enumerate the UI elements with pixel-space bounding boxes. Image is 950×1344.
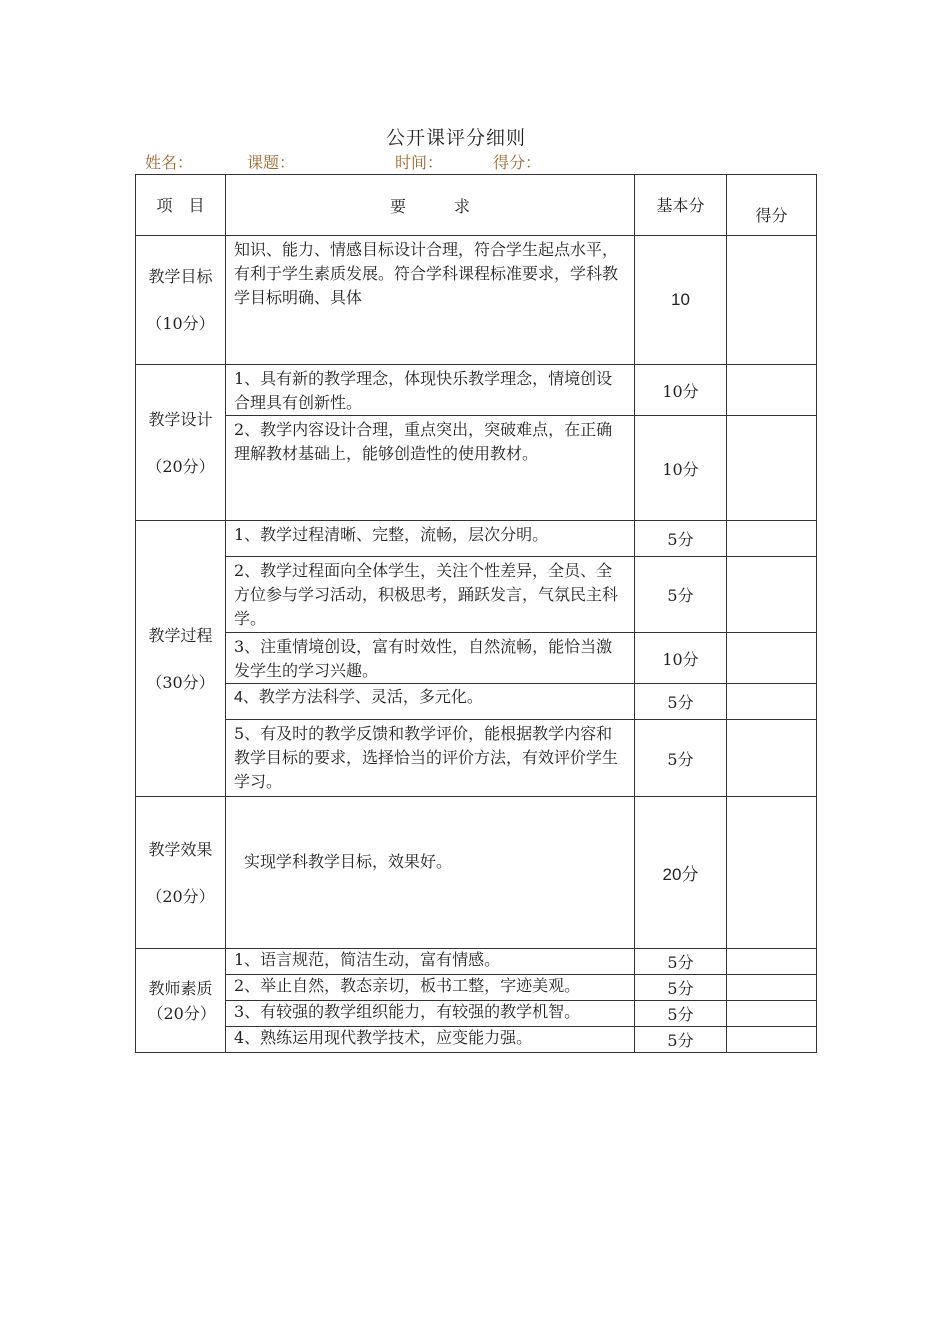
score-cell [727, 557, 817, 633]
requirement-text: 1、教学过程清晰、完整，流畅，层次分明。 [226, 521, 635, 557]
section-process-points: （30分） [146, 672, 215, 692]
base-score: 5分 [635, 557, 727, 633]
requirement-text: 知识、能力、情感目标设计合理，符合学生起点水平，有利于学生素质发展。符合学科课程标准要求，学科教学目标明确、具体 [226, 236, 635, 365]
requirement-text: 1、语言规范，简洁生动，富有情感。 [226, 949, 635, 975]
page-title: 公开课评分细则 [385, 127, 526, 149]
header-base: 基本分 [635, 175, 727, 236]
header-item: 项 目 [136, 175, 226, 236]
base-score: 5分 [635, 975, 727, 1001]
requirement-text: 3、注重情境创设，富有时效性，自然流畅，能恰当激发学生的学习兴趣。 [226, 633, 635, 684]
score-label: 得分： [493, 153, 542, 172]
requirement-text: 5、有及时的教学反馈和教学评价，能根据教学内容和教学目标的要求，选择恰当的评价方法，有效评价学生学习。 [226, 720, 635, 797]
section-process-cell [136, 521, 226, 797]
table-row [136, 633, 817, 684]
table-row [136, 557, 817, 633]
base-score: 10 [635, 236, 727, 365]
table-row [136, 720, 817, 797]
requirement-text: 2、举止自然，教态亲切，板书工整，字迹美观。 [226, 975, 635, 1001]
score-cell [727, 1001, 817, 1027]
score-cell [727, 975, 817, 1001]
table-row [136, 797, 817, 949]
base-score: 10分 [635, 365, 727, 416]
score-cell [727, 684, 817, 720]
score-cell [727, 521, 817, 557]
section-goal-label: 教学目标 [148, 267, 213, 286]
table-row [136, 365, 817, 416]
base-score: 5分 [635, 521, 727, 557]
section-process-label: 教学过程 [148, 625, 213, 645]
table-row [136, 521, 817, 557]
section-quality-label: 教师素质（20分） [147, 978, 216, 1023]
requirement-text: 2、教学内容设计合理，重点突出，突破难点，在正确理解教材基础上，能够创造性的使用教材。 [226, 416, 635, 521]
score-cell [727, 720, 817, 797]
section-design-cell [136, 365, 226, 521]
requirement-text: 2、教学过程面向全体学生，关注个性差异，全员、全方位参与学习活动，积极思考，踊跃发言，气氛民主科学。 [226, 557, 635, 633]
base-score: 10分 [635, 416, 727, 521]
section-goal-cell [136, 236, 226, 365]
table-row [136, 1027, 817, 1053]
score-cell [727, 797, 817, 949]
table-row [136, 1001, 817, 1027]
section-effect-label: 教学效果 [148, 839, 213, 859]
header-score: 得分 [727, 175, 817, 236]
time-label: 时间： [395, 153, 444, 172]
section-design-label: 教学设计 [148, 409, 213, 429]
topic-label: 课题： [247, 153, 296, 172]
base-score: 10分 [635, 633, 727, 684]
requirement-text: 实现学科教学目标，效果好。 [226, 797, 635, 949]
score-cell [727, 633, 817, 684]
score-cell [727, 1027, 817, 1053]
score-cell [727, 949, 817, 975]
score-cell [727, 365, 817, 416]
table-header [136, 175, 817, 236]
base-score: 20分 [635, 797, 727, 949]
name-label: 姓名： [145, 153, 194, 172]
base-score: 5分 [635, 1001, 727, 1027]
table-row [136, 236, 817, 365]
score-cell [727, 236, 817, 365]
requirement-text: 4、教学方法科学、灵活，多元化。 [226, 684, 635, 720]
section-quality-cell [136, 949, 226, 1053]
base-score: 5分 [635, 949, 727, 975]
table-row [136, 684, 817, 720]
base-score: 5分 [635, 1027, 727, 1053]
section-goal-points: （10分） [146, 314, 215, 333]
section-effect-points: （20分） [146, 886, 215, 906]
base-score: 5分 [635, 684, 727, 720]
header-requirement: 要 求 [226, 175, 635, 236]
table-row [136, 416, 817, 521]
table-row [136, 975, 817, 1001]
requirement-text: 1、具有新的教学理念，体现快乐教学理念，情境创设合理具有创新性。 [226, 365, 635, 416]
section-effect-cell [136, 797, 226, 949]
table-row [136, 949, 817, 975]
scoring-table [135, 174, 817, 1053]
score-cell [727, 416, 817, 521]
requirement-text: 3、有较强的教学组织能力，有较强的教学机智。 [226, 1001, 635, 1027]
section-design-points: （20分） [146, 456, 215, 476]
base-score: 5分 [635, 720, 727, 797]
requirement-text: 4、熟练运用现代教学技术，应变能力强。 [226, 1027, 635, 1053]
